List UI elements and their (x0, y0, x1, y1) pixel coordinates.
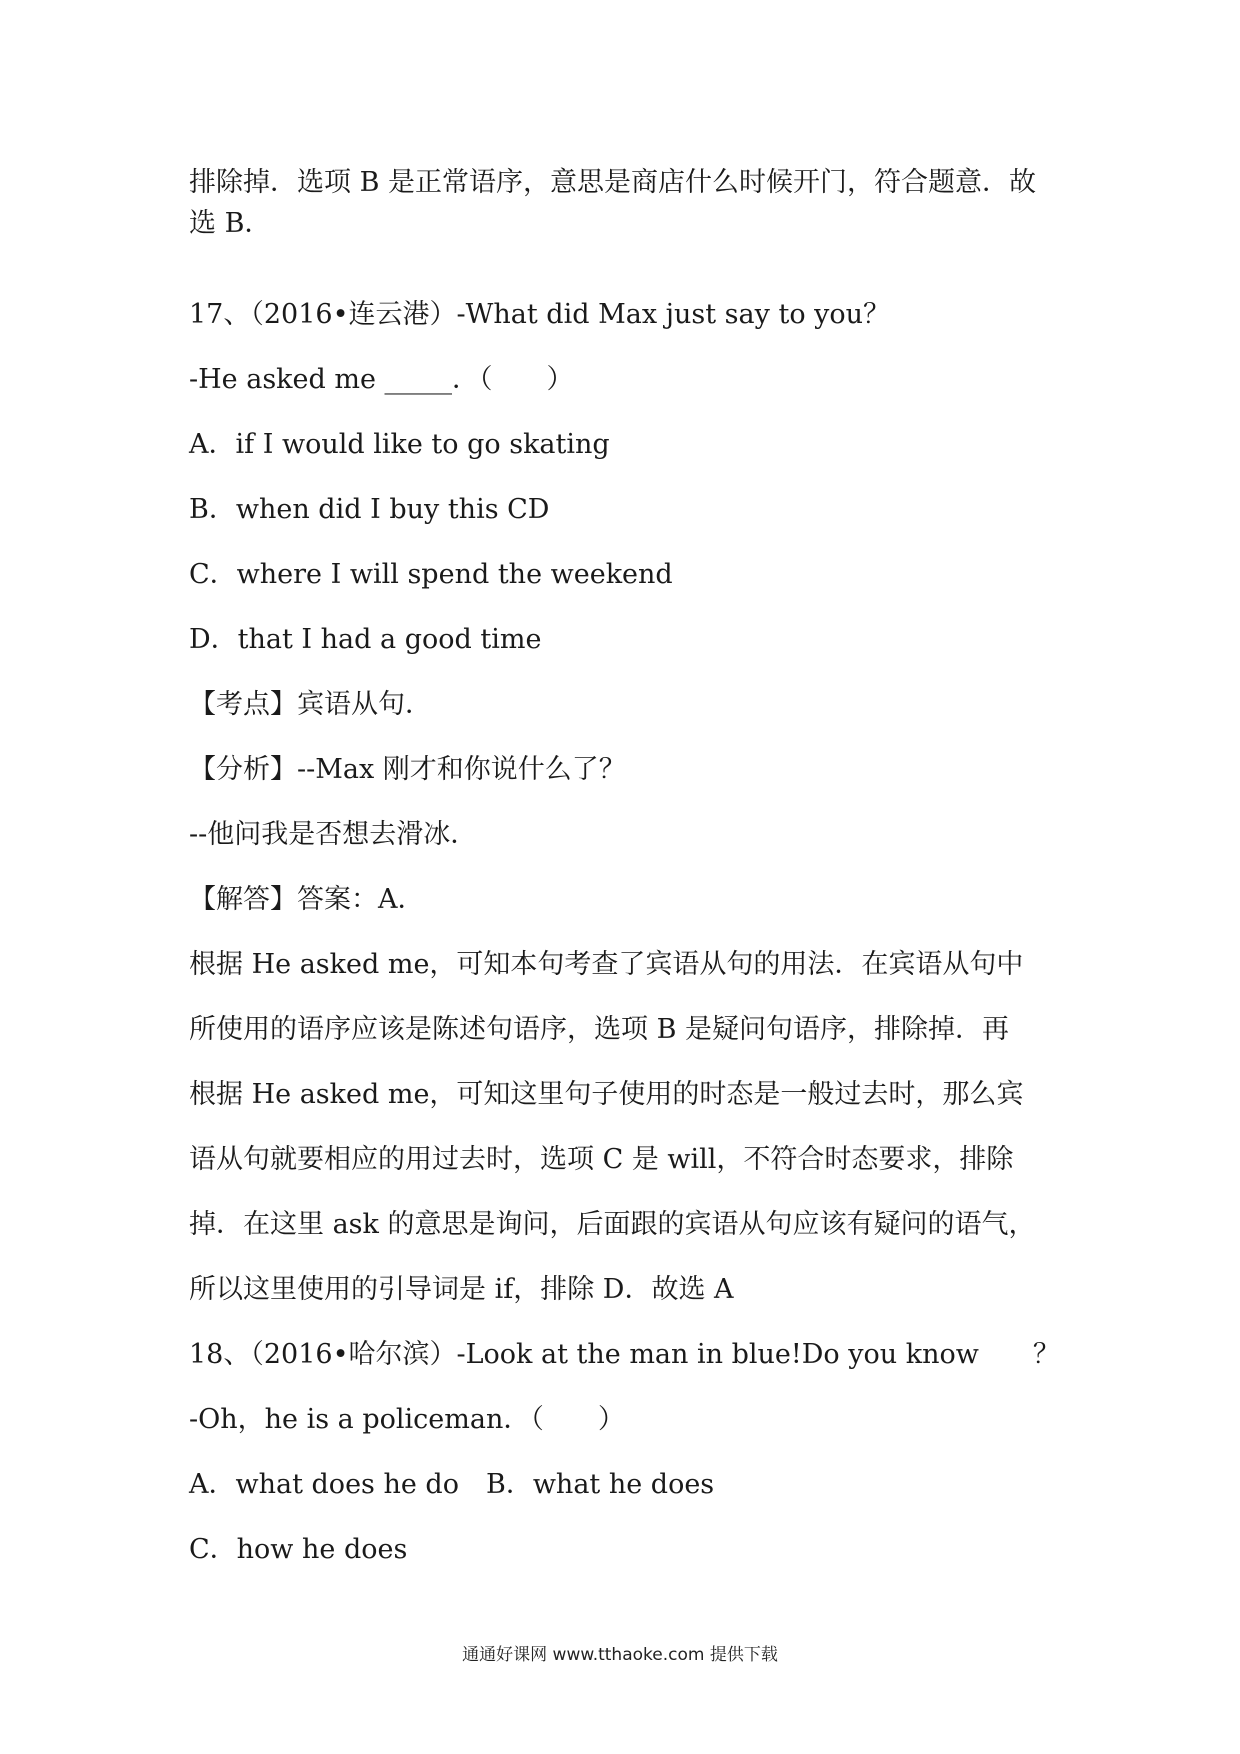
question-17-prompt: -He asked me _____．（ ） (189, 364, 574, 395)
options-a-b: A．what does he do B．what he does (189, 1469, 715, 1500)
page-footer: 通通好课网 www.tthaoke.com 提供下载 (462, 1645, 778, 1665)
analysis: 【分析】--Max 刚才和你说什么了？ (189, 754, 626, 785)
explanation-line: 语从句就要相应的用过去时，选项 C 是 will，不符合时态要求，排除 (189, 1144, 1014, 1175)
key-point: 【考点】宾语从句． (189, 689, 432, 720)
explanation-line: 所使用的语序应该是陈述句语序，选项 B 是疑问句语序，排除掉．再 (189, 1014, 1010, 1045)
text-line: 选 B． (189, 208, 272, 239)
text-line: 排除掉．选项 B 是正常语序，意思是商店什么时候开门，符合题意．故 (189, 167, 1037, 198)
question-17-stem: 17、（2016•连云港）-What did Max just say to you？ (189, 299, 891, 330)
option-c: C．how he does (189, 1534, 408, 1565)
explanation-line: 根据 He asked me，可知本句考查了宾语从句的用法．在宾语从句中 (189, 949, 1024, 980)
answer: 【解答】答案：A． (189, 884, 425, 915)
question-18-stem: 18、（2016•哈尔滨）-Look at the man in blue!Do you know ？ (189, 1339, 1060, 1370)
explanation-line: 所以这里使用的引导词是 if，排除 D．故选 A (189, 1274, 734, 1305)
explanation-line: 掉．在这里 ask 的意思是询问，后面跟的宾语从句应该有疑问的语气， (189, 1209, 1036, 1240)
question-18-prompt: -Oh，he is a policeman．（ ） (189, 1404, 625, 1435)
option-c: C．where I will spend the weekend (189, 559, 673, 590)
analysis-line: --他问我是否想去滑冰． (189, 819, 478, 850)
option-b: B．when did I buy this CD (189, 494, 550, 525)
explanation-line: 根据 He asked me，可知这里句子使用的时态是一般过去时，那么宾 (189, 1079, 1024, 1110)
option-d: D．that I had a good time (189, 624, 542, 655)
option-a: A．if I would like to go skating (189, 429, 610, 460)
